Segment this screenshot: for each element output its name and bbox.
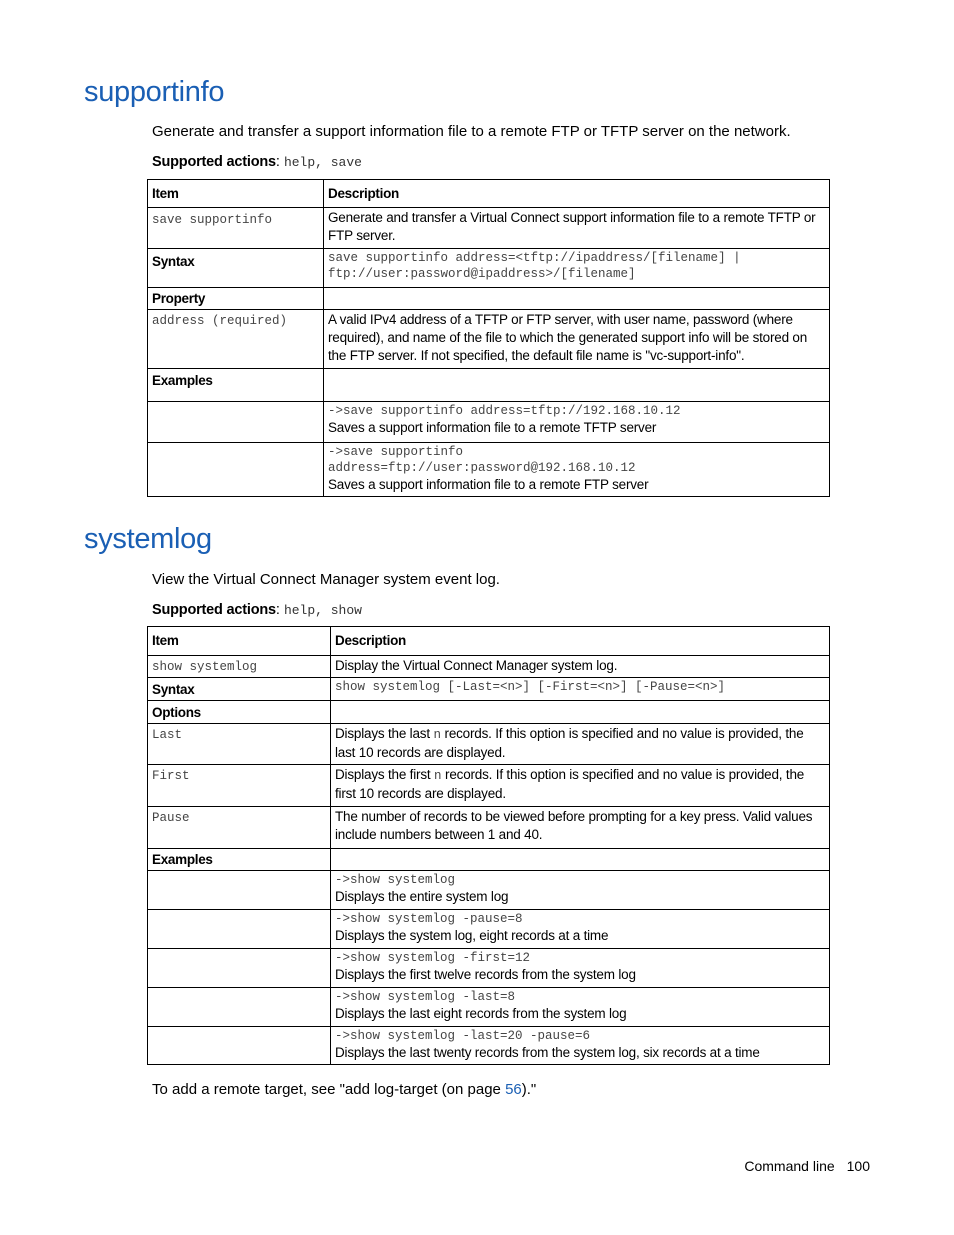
actions-label: Supported actions xyxy=(152,602,276,618)
empty-cell xyxy=(331,849,830,871)
table-header-row xyxy=(148,627,830,656)
option-item-last: Last xyxy=(148,724,331,765)
empty-cell xyxy=(148,1027,331,1065)
syntax-label: Syntax xyxy=(148,249,324,288)
table-row xyxy=(148,656,830,678)
option-item-first: First xyxy=(148,765,331,807)
empty-cell xyxy=(324,369,830,402)
property-label-row xyxy=(148,288,830,310)
syntax-line-1: save supportinfo address=<tftp://ipaddress/[filename] | xyxy=(328,251,741,265)
example-code: ->show systemlog xyxy=(335,873,456,887)
example-row xyxy=(148,949,830,988)
example-code-line-2: address=ftp://user:password@192.168.10.12 xyxy=(328,461,636,475)
property-description: A valid IPv4 address of a TFTP or FTP server, with user name, password (where required), and name of the file to which the generated support info will be stored on the FTP server. If not specified, the default file name is "vc-support-info". xyxy=(324,310,830,369)
page-link[interactable]: 56 xyxy=(505,1081,522,1098)
options-label-row xyxy=(148,701,830,724)
desc-text: records. If this option is specified and no value is provided, the last 10 records are displayed. xyxy=(335,726,804,760)
desc-text: records. If this option is specified and no value is provided, the first 10 records are displayed. xyxy=(335,767,805,801)
supportinfo-description: Generate and transfer a support information file to a remote FTP or TFTP server on the network. xyxy=(152,123,791,140)
option-item-pause: Pause xyxy=(148,807,331,849)
empty-cell xyxy=(148,910,331,949)
option-row-first xyxy=(148,765,830,807)
example-cell xyxy=(331,910,830,949)
syntax-value: show systemlog [-Last=<n>] [-First=<n>] [-Pause=<n>] xyxy=(331,678,830,701)
note-text: )." xyxy=(521,1081,537,1098)
desc-code: n xyxy=(433,728,441,742)
example-row xyxy=(148,402,830,443)
example-cell xyxy=(324,443,830,497)
example-code: ->show systemlog -first=12 xyxy=(335,951,531,965)
example-description: Displays the last twenty records from the system log, six records at a time xyxy=(335,1045,760,1060)
supportinfo-heading: supportinfo xyxy=(84,76,225,108)
example-description: Displays the first twelve records from the system log xyxy=(335,967,636,982)
examples-label: Examples xyxy=(148,849,331,871)
example-row xyxy=(148,871,830,910)
property-item: address (required) xyxy=(148,310,324,369)
property-label: Property xyxy=(148,288,324,310)
syntax-label: Syntax xyxy=(148,678,331,701)
syntax-line-2: ftp://user:password@ipaddress>/[filename] xyxy=(328,267,636,281)
footer-section: Command line xyxy=(744,1158,835,1174)
example-code: ->show systemlog -pause=8 xyxy=(335,912,523,926)
example-description: Displays the entire system log xyxy=(335,889,509,904)
actions-value: help, show xyxy=(283,603,362,618)
header-description: Description xyxy=(331,627,830,656)
example-description: Saves a support information file to a remote TFTP server xyxy=(328,420,657,435)
systemlog-actions: Supported actions: help, show xyxy=(152,602,362,618)
note-text: To add a remote target, see "add log-target (on page xyxy=(152,1081,506,1098)
supportinfo-actions: Supported actions: help, save xyxy=(152,154,362,170)
header-description: Description xyxy=(324,180,830,208)
supportinfo-table xyxy=(147,179,830,497)
option-description-last xyxy=(331,724,830,765)
example-row xyxy=(148,910,830,949)
options-label: Options xyxy=(148,701,331,724)
example-cell xyxy=(331,949,830,988)
page-number: 100 xyxy=(846,1158,870,1174)
table-row xyxy=(148,208,830,249)
option-row-pause xyxy=(148,807,830,849)
property-row xyxy=(148,310,830,369)
example-row xyxy=(148,988,830,1027)
option-row-last xyxy=(148,724,830,765)
header-item: Item xyxy=(148,180,324,208)
syntax-value xyxy=(324,249,830,288)
example-row xyxy=(148,1027,830,1065)
example-description: Displays the system log, eight records at a time xyxy=(335,928,609,943)
desc-text: Displays the last xyxy=(335,726,434,741)
row-item: show systemlog xyxy=(148,656,331,678)
desc-text: Displays the first xyxy=(335,767,434,782)
example-cell xyxy=(331,871,830,910)
remote-target-note xyxy=(152,1081,536,1099)
systemlog-heading: systemlog xyxy=(84,523,212,555)
example-row xyxy=(148,443,830,497)
examples-label: Examples xyxy=(148,369,324,402)
example-cell xyxy=(331,988,830,1027)
empty-cell xyxy=(148,402,324,443)
empty-cell xyxy=(331,701,830,724)
row-description: Generate and transfer a Virtual Connect support information file to a remote TFTP or FTP server. xyxy=(324,208,830,249)
empty-cell xyxy=(148,988,331,1027)
page-footer xyxy=(744,1158,870,1174)
examples-label-row xyxy=(148,849,830,871)
example-code: ->show systemlog -last=8 xyxy=(335,990,516,1004)
row-item: save supportinfo xyxy=(148,208,324,249)
syntax-row xyxy=(148,678,830,701)
option-description-first xyxy=(331,765,830,807)
empty-cell xyxy=(324,288,830,310)
example-code: ->show systemlog -last=20 -pause=6 xyxy=(335,1029,591,1043)
example-description: Saves a support information file to a remote FTP server xyxy=(328,477,649,492)
example-cell xyxy=(331,1027,830,1065)
empty-cell xyxy=(148,443,324,497)
example-description: Displays the last eight records from the system log xyxy=(335,1006,627,1021)
example-cell xyxy=(324,402,830,443)
empty-cell xyxy=(148,871,331,910)
examples-label-row xyxy=(148,369,830,402)
table-header-row xyxy=(148,180,830,208)
empty-cell xyxy=(148,949,331,988)
systemlog-description: View the Virtual Connect Manager system event log. xyxy=(152,571,500,588)
row-description: Display the Virtual Connect Manager system log. xyxy=(331,656,830,678)
option-description-pause: The number of records to be viewed before prompting for a key press. Valid values include numbers between 1 and 40. xyxy=(331,807,830,849)
header-item: Item xyxy=(148,627,331,656)
actions-label: Supported actions xyxy=(152,154,276,170)
syntax-row xyxy=(148,249,830,288)
example-code: ->save supportinfo address=tftp://192.168.10.12 xyxy=(328,404,681,418)
example-code-line-1: ->save supportinfo xyxy=(328,445,464,459)
desc-code: n xyxy=(433,769,442,783)
actions-value: help, save xyxy=(283,155,362,170)
systemlog-table xyxy=(147,626,830,1065)
